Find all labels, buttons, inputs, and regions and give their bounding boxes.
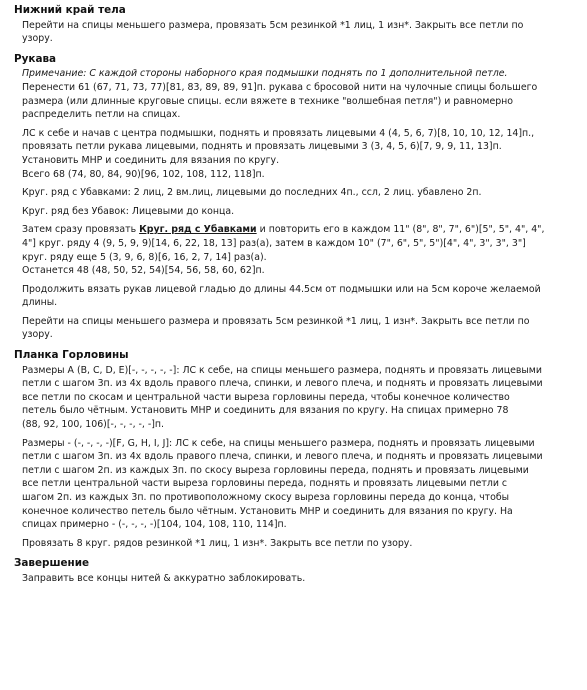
sleeves-remaining-stitches: Останется 48 (48, 50, 52, 54)[54, 56, 58, 60, 62]п. [22,265,265,277]
heading-neckband: Планка Горловины [14,349,129,362]
section-finishing [14,557,573,585]
section-neckband [14,349,573,550]
sleeves-continue-paragraph: Продолжить вязать рукав лицевой гладью до длины 44.5см от подмышки или на 5см короче желаемой длины. [22,283,541,309]
finishing-paragraph: Заправить все концы нитей & аккуратно заблокировать. [22,572,306,584]
decrease-round-reference: Круг. ряд с Убавками [139,224,257,236]
heading-bottom-edge: Нижний край тела [14,4,126,16]
sleeves-pickup-paragraph: ЛС к себе и начав с центра подмышки, поднять и провязать лицевыми 4 (4, 5, 6, 7)[8, 10, 10, 12, 14]п., провязать петли рукава лицевыми, поднять и провязать лицевыми 3 (3, 4, 5, 6)[7, 9, 9, 11, 13]п. Установить МНР и соединить для вязания по кругу. [22,127,535,166]
sleeves-note: Примечание: С каждой стороны наборного края подмышки поднять по 1 дополнительной петле. [22,68,508,80]
neckband-ribbing: Провязать 8 круг. рядов резинкой *1 лиц, 1 изн*. Закрыть все петли по узору. [22,537,413,549]
sleeves-repeat-continued: 4"] круг. ряду 4 (9, 5, 9, 9)[14, 6, 22, 18, 13] раз(а), затем в каждом 10" (7", 6", 5", 5")[4", 4", 3", 3", 3"] круг. ряду еще 5 (3, 9, 6, 8)[6, 16, 2, 7, 14] раз(а). [22,237,526,263]
section-bottom-edge [14,4,573,46]
neckband-sizes-a-e: Размеры A (B, C, D, E)[-, -, -, -, -]: ЛС к себе, на спицы меньшего размера, поднять и провязать лицевыми петли с шагом 3п. из 4х вдоль правого плеча, спинки, и левого плеча, и поднять и провязать лицевыми все петли по скосам и центральной части выреза горловины переда, чтобы конечное количество петель было чётным. Установить МНР и соединить для вязания по кругу. На спицах примерно 78 (88, 92, 100, 106)[-, -, -, -, -]п. [22,364,543,431]
sleeves-transfer-paragraph: Перенести 61 (67, 71, 73, 77)[81, 83, 89, 89, 91]п. рукава с бросовой нити на чулочные спицы большего размера (или длинные круговые спицы. если вяжете в технике "волшебная петля") и равномерно распределить петли на спицах. [22,81,538,121]
sleeves-ribbing-paragraph: Перейти на спицы меньшего размера и провязать 5см резинкой *1 лиц, 1 изн*. Закрыть все петли по узору. [22,315,530,341]
neckband-sizes-f-j: Размеры - (-, -, -, -)[F, G, H, I, J]: ЛС к себе, на спицы меньшего размера, поднять и провязать лицевыми петли с шагом 3п. из 4х вдоль правого плеча, спинки, и левого плеча, и поднять и провязать лицевыми петли с шагом 2п. из каждых 3п. по скосу выреза горловины переда, поднять и провязать лицевыми все петли центральной части выреза горловины переда, поднять и провязать лицевыми петли с шагом 2п. из каждых 3п. по противоположному скосу выреза горловины переда до конца, чтобы конечное количество петель было чётным. Установить МНР и соединить для вязания по кругу. На спицах примерно - (-, -, -, -)[104, 104, 108, 110, 114]п. [22,437,543,531]
heading-sleeves: Рукава [14,52,57,65]
sleeves-plain-round: Круг. ряд без Убавок: Лицевыми до конца. [22,205,235,217]
heading-finishing: Завершение [14,557,90,570]
sleeves-repeat-paragraph: Затем сразу провязать Круг. ряд с Убавками и повторить его в каждом 11" (8", 8", 7", 6")[5", 5", 4", 4", [22,224,545,236]
paragraph-bottom-edge: Перейти на спицы меньшего размера, провязать 5см резинкой *1 лиц, 1 изн*. Закрыть все петли по узору. [22,19,524,45]
section-sleeves [14,53,573,342]
sleeves-decrease-round: Круг. ряд с Убавками: 2 лиц, 2 вм.лиц, лицевыми до последних 4п., ссл, 2 лиц. убавлено 2п. [22,187,482,199]
sleeves-total-stitches: Всего 68 (74, 80, 84, 90)[96, 102, 108, 112, 118]п. [22,168,265,180]
